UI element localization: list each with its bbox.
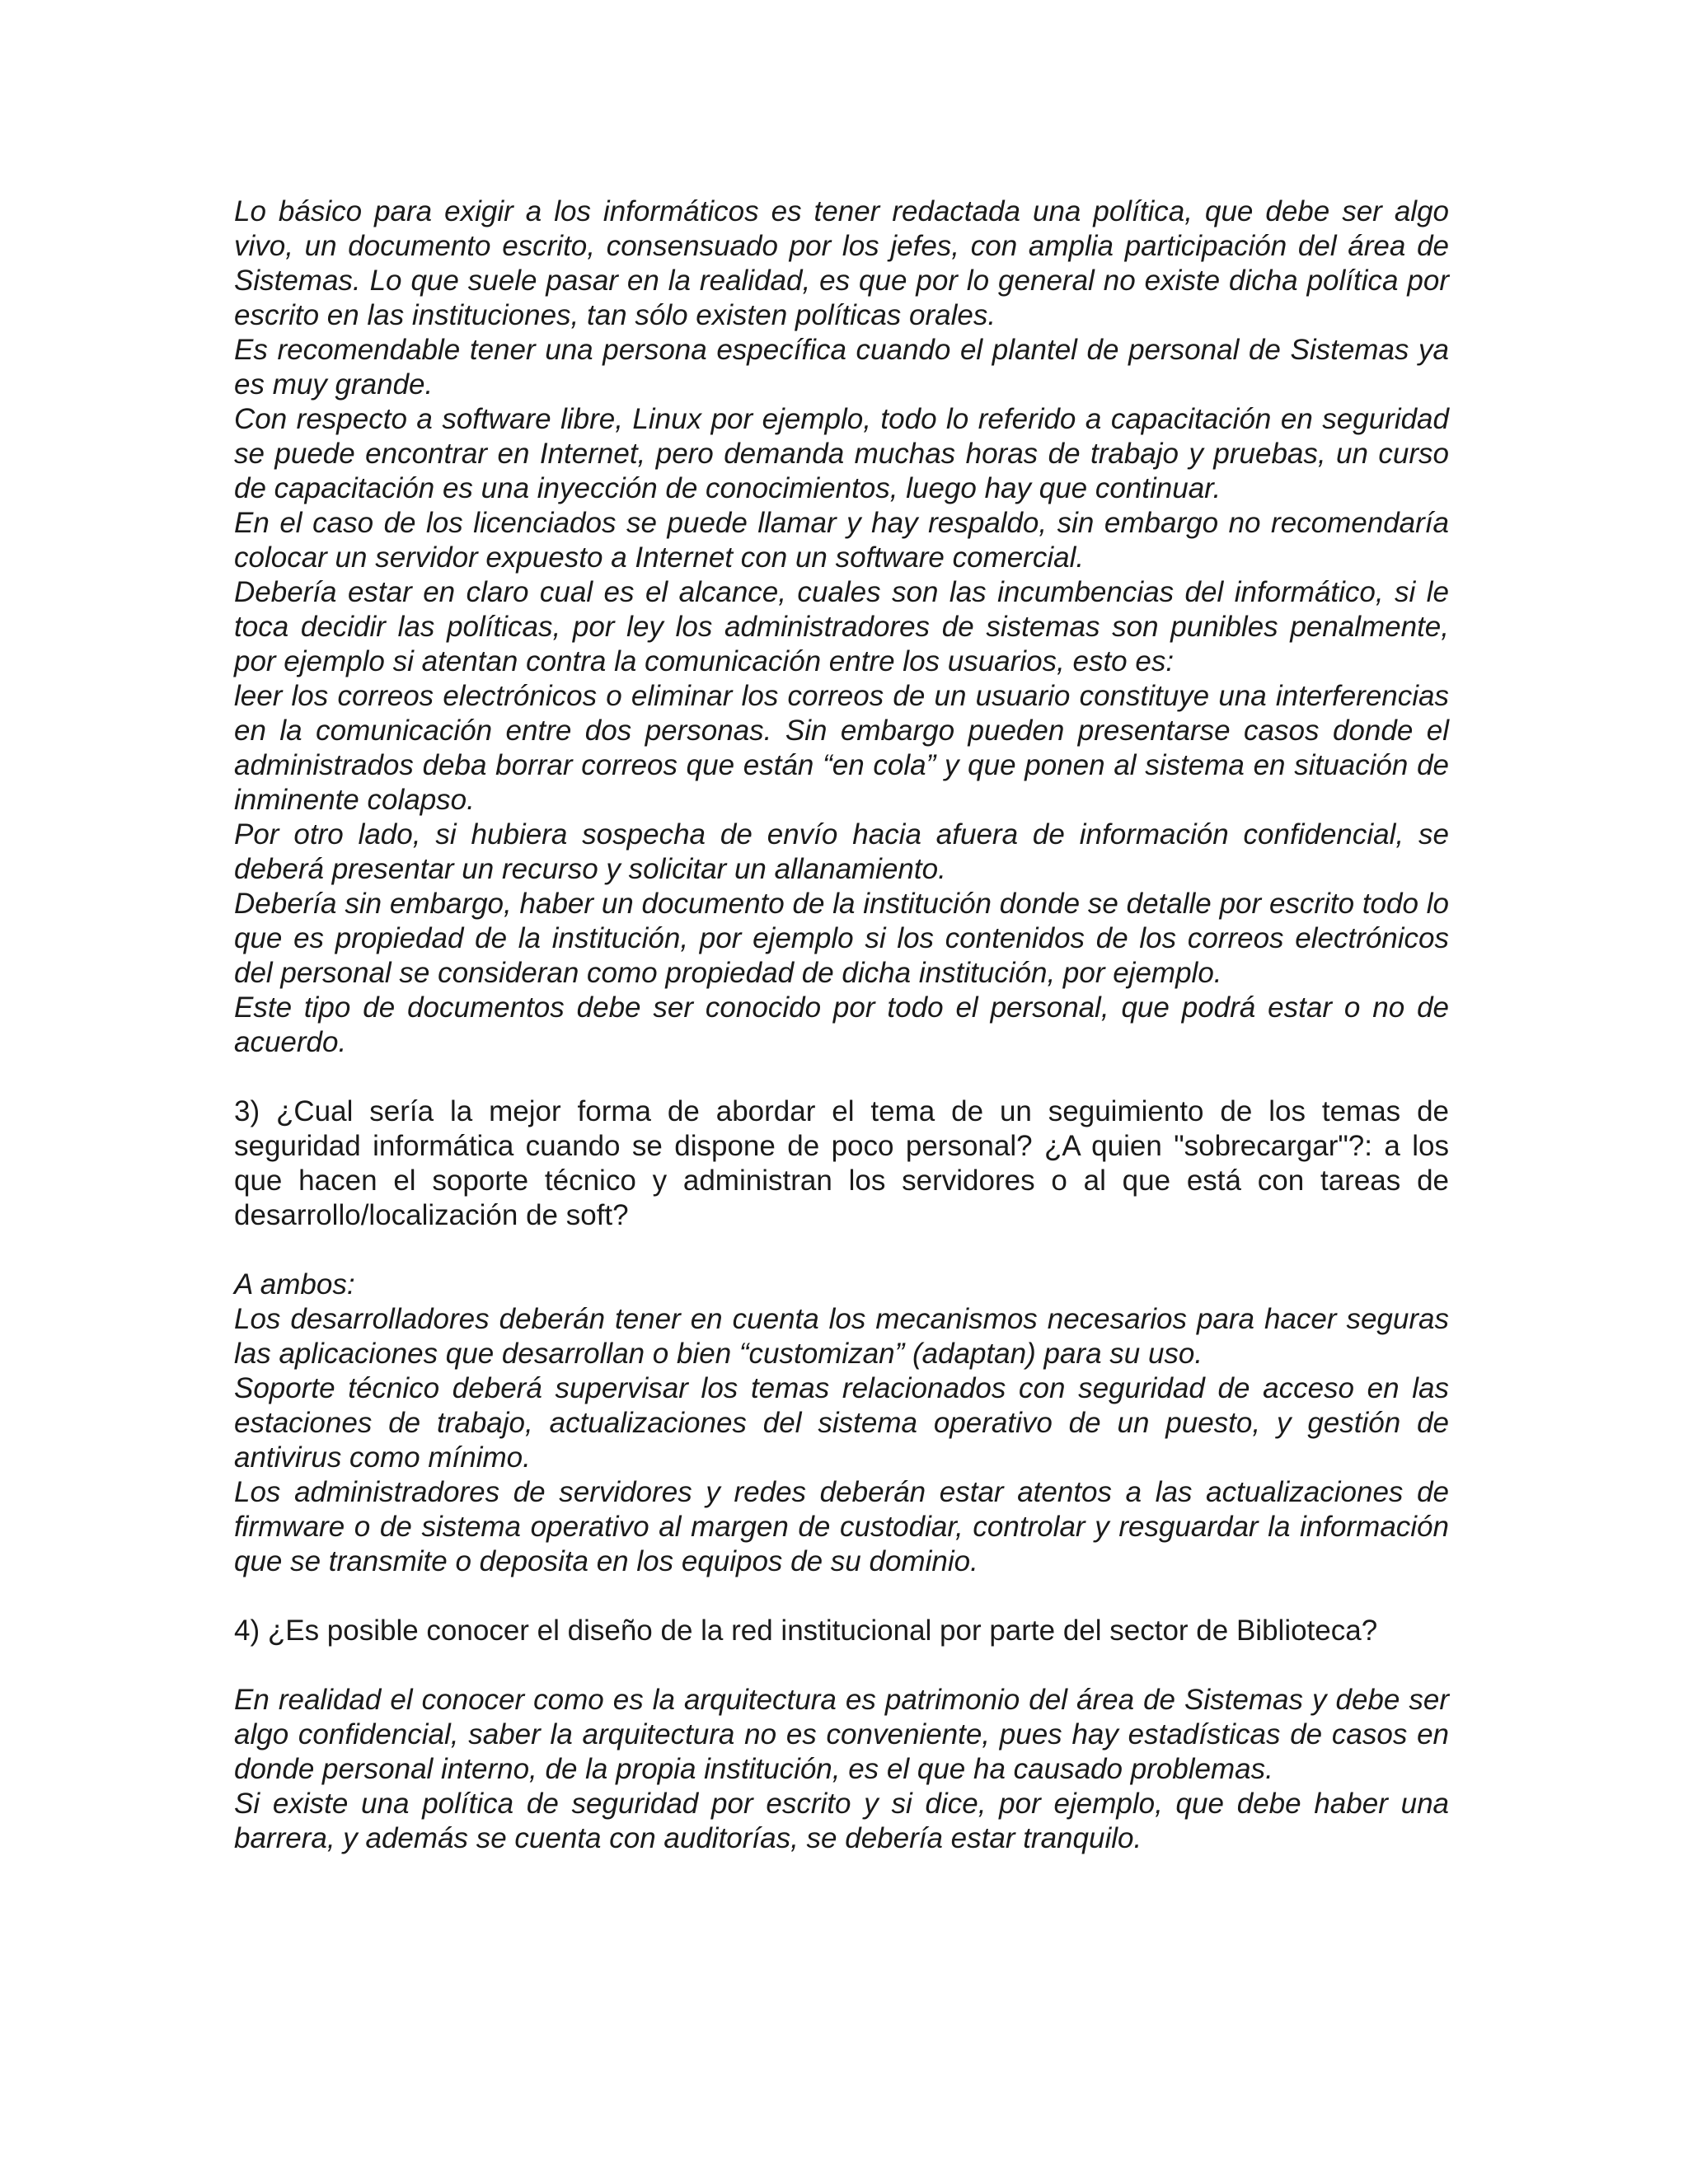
answer-paragraph: Es recomendable tener una persona específica cuando el plantel de personal de Sistemas ya es muy grande. bbox=[234, 334, 1449, 401]
answer-paragraph: Los administradores de servidores y redes deberán estar atentos a las actualizaciones de firmware o de sistema operativo al margen de custodiar, controlar y resguardar la información que se transmite o deposita en los equipos de su dominio. bbox=[234, 1476, 1449, 1577]
answer-paragraph: Debería sin embargo, haber un documento de la institución donde se detalle por escrito todo lo que es propiedad de la institución, por ejemplo si los contenidos de los correos electrónicos del personal se consideran como propiedad de dicha institución, por ejemplo. bbox=[234, 888, 1449, 989]
answer-3-intro: A ambos: bbox=[234, 1268, 355, 1301]
paragraph-spacer bbox=[234, 1233, 1449, 1268]
answer-paragraph: Por otro lado, si hubiera sospecha de envío hacia afuera de información confidencial, se deberá presentar un recurso y solicitar un allanamiento. bbox=[234, 818, 1449, 885]
question-4: 4) ¿Es posible conocer el diseño de la red institucional por parte del sector de Biblioteca? bbox=[234, 1615, 1378, 1647]
answer-paragraph: Este tipo de documentos debe ser conocido por todo el personal, que podrá estar o no de acuerdo. bbox=[234, 991, 1449, 1058]
answer-paragraph: Los desarrolladores deberán tener en cuenta los mecanismos necesarios para hacer seguras las aplicaciones que desarrollan o bien “customizan” (adaptan) para su uso. bbox=[234, 1303, 1449, 1370]
question-3: 3) ¿Cual sería la mejor forma de abordar el tema de un seguimiento de los temas de seguridad informática cuando se dispone de poco personal? ¿A quien "sobrecargar"?: a los que hacen el soporte técnico y administran los servidores o al que está con tareas de desarrollo/localización de soft? bbox=[234, 1095, 1449, 1231]
document-page bbox=[234, 194, 1449, 1856]
answer-paragraph: Debería estar en claro cual es el alcance, cuales son las incumbencias del informático, si le toca decidir las políticas, por ley los administradores de sistemas son punibles penalmente, por ejemplo si atentan contra la comunicación entre los usuarios, esto es: bbox=[234, 576, 1449, 677]
answer-paragraph: En realidad el conocer como es la arquitectura es patrimonio del área de Sistemas y debe ser algo confidencial, saber la arquitectura no es conveniente, pues hay estadísticas de casos en donde personal interno, de la propia institución, es el que ha causado problemas. bbox=[234, 1684, 1449, 1785]
answer-paragraph: leer los correos electrónicos o eliminar los correos de un usuario constituye una interferencias en la comunicación entre dos personas. Sin embargo pueden presentarse casos donde el administrados deba borrar correos que están “en cola” y que ponen al sistema en situación de inminente colapso. bbox=[234, 680, 1449, 816]
answer-paragraph: Con respecto a software libre, Linux por ejemplo, todo lo referido a capacitación en seguridad se puede encontrar en Internet, pero demanda muchas horas de trabajo y pruebas, un curso de capacitación es una inyección de conocimientos, luego hay que continuar. bbox=[234, 403, 1449, 504]
answer-paragraph: En el caso de los licenciados se puede llamar y hay respaldo, sin embargo no recomendaría colocar un servidor expuesto a Internet con un software comercial. bbox=[234, 507, 1449, 574]
answer-paragraph: Soporte técnico deberá supervisar los temas relacionados con seguridad de acceso en las estaciones de trabajo, actualizaciones del sistema operativo de un puesto, y gestión de antivirus como mínimo. bbox=[234, 1372, 1449, 1474]
answer-paragraph: Lo básico para exigir a los informáticos es tener redactada una política, que debe ser algo vivo, un documento escrito, consensuado por los jefes, con amplia participación del área de Sistemas. Lo que suele pasar en la realidad, es que por lo general no existe dicha política por escrito en las instituciones, tan sólo existen políticas orales. bbox=[234, 195, 1449, 331]
paragraph-spacer bbox=[234, 1060, 1449, 1094]
answer-paragraph: Si existe una política de seguridad por escrito y si dice, por ejemplo, que debe haber una barrera, y además se cuenta con auditorías, se debería estar tranquilo. bbox=[234, 1788, 1449, 1854]
paragraph-spacer bbox=[234, 1579, 1449, 1614]
paragraph-spacer bbox=[234, 1648, 1449, 1683]
